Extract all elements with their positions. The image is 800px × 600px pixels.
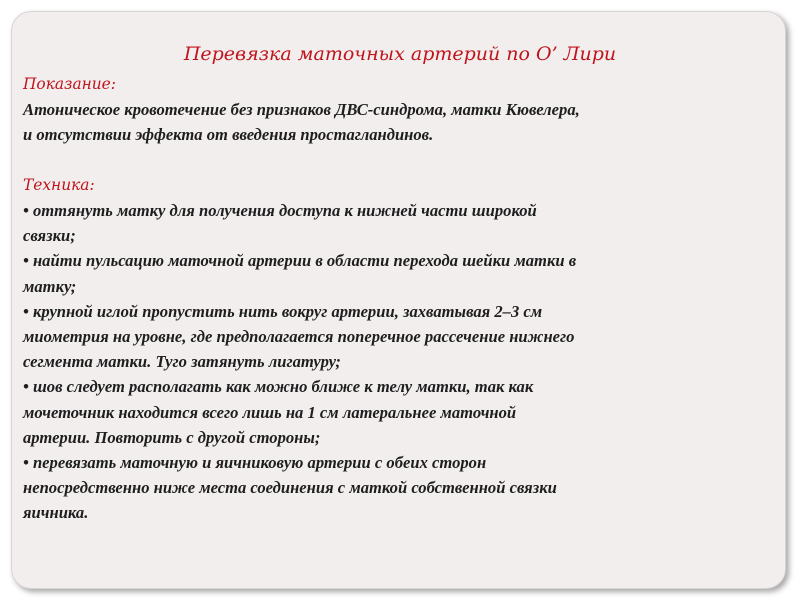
technique-line: сегмента матки. Туго затянуть лигатуру; [23, 352, 341, 372]
slide-body [23, 72, 783, 526]
technique-line: • оттянуть матку для получения доступа к нижней части широкой [23, 201, 537, 220]
technique-line: • найти пульсацию маточной артерии в области перехода шейки матки в [23, 251, 577, 271]
technique-line: мочеточник находится всего лишь на 1 см латеральнее маточной [23, 402, 517, 422]
technique-line: матку; [23, 276, 77, 296]
indication-heading: Показание: [23, 75, 116, 93]
technique-line: артерии. Повторить с другой стороны; [23, 427, 321, 447]
technique-line: • перевязать маточную и яичниковую артерии с обеих сторон [23, 453, 487, 473]
technique-line: непосредственно ниже места соединения с маткой собственной связки [23, 478, 557, 498]
technique-line: • крупной иглой пропустить нить вокруг артерии, захватывая 2–3 см [23, 301, 543, 321]
technique-heading: Техника: [23, 175, 95, 194]
indication-line: Атоническое кровотечение без признаков ДВС-синдрома, матки Кювелера, [23, 100, 580, 120]
technique-line: связки; [23, 226, 76, 246]
technique-line: миометрия на уровне, где предполагается поперечное рассечение нижнего [23, 327, 575, 347]
technique-line: • шов следует располагать как можно ближе к телу матки, так как [23, 377, 534, 397]
indication-line: и отсутствии эффекта от введения простагландинов. [23, 125, 434, 145]
paragraph-spacer [23, 148, 783, 173]
technique-line: яичника. [23, 503, 89, 523]
slide-title: Перевязка маточных артерий по О’ Лири [183, 43, 617, 65]
